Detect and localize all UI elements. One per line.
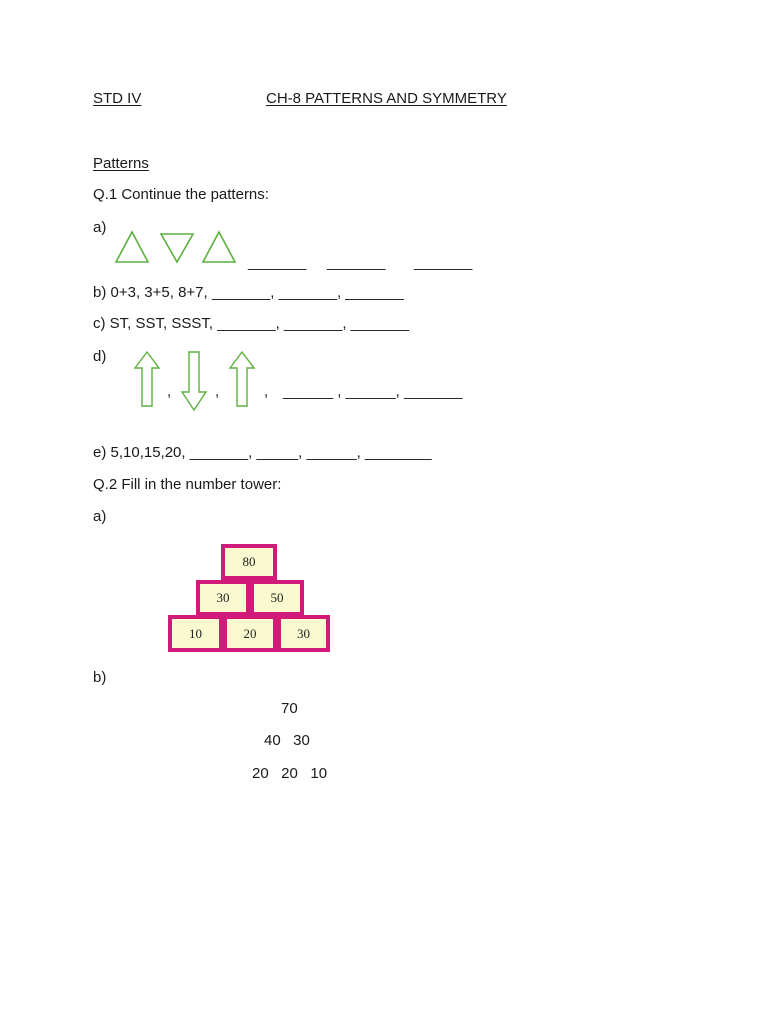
q1a-blank-2: _______ (327, 254, 386, 271)
q1d-comma: , (167, 383, 172, 400)
tower-brick: 80 (221, 544, 277, 580)
tower-brick: 30 (196, 580, 250, 616)
triangle-up-icon (114, 230, 150, 264)
q1d-comma: , (264, 383, 269, 400)
tower-brick: 10 (168, 615, 223, 652)
arrow-up-icon (228, 350, 256, 408)
q1-title: Q.1 Continue the patterns: (93, 186, 269, 203)
tower-brick: 30 (277, 615, 330, 652)
section-heading: Patterns (93, 155, 149, 172)
q1a-blank-1: _______ (248, 254, 307, 271)
q2a-label: a) (93, 508, 107, 525)
arrow-up-icon (133, 350, 161, 408)
chapter-title: CH-8 PATTERNS AND SYMMETRY (266, 90, 507, 107)
q1a-blank-3: _______ (414, 254, 473, 271)
triangle-down-icon (159, 232, 195, 264)
q2-title: Q.2 Fill in the number tower: (93, 476, 282, 493)
triangle-up-icon (201, 230, 237, 264)
tower-row-bottom: 20 20 10 (252, 765, 328, 782)
tower-row-middle: 40 30 (264, 732, 310, 749)
q1b-text: b) 0+3, 3+5, 8+7, _______, _______, _______ (93, 284, 404, 301)
q1d-label: d) (93, 348, 107, 365)
q1a-label: a) (93, 219, 107, 236)
tower-row-top: 70 (281, 700, 298, 717)
q1d-blanks: ______ , ______, _______ (283, 383, 463, 400)
q1c-text: c) ST, SST, SSST, _______, _______, _______ (93, 315, 410, 332)
q2b-label: b) (93, 669, 107, 686)
q1d-comma: , (215, 383, 220, 400)
arrow-down-icon (180, 350, 208, 412)
tower-brick: 50 (250, 580, 304, 616)
q1e-text: e) 5,10,15,20, _______, _____, ______, ________ (93, 444, 432, 461)
tower-brick: 20 (223, 615, 277, 652)
std-label: STD IV (93, 90, 142, 107)
